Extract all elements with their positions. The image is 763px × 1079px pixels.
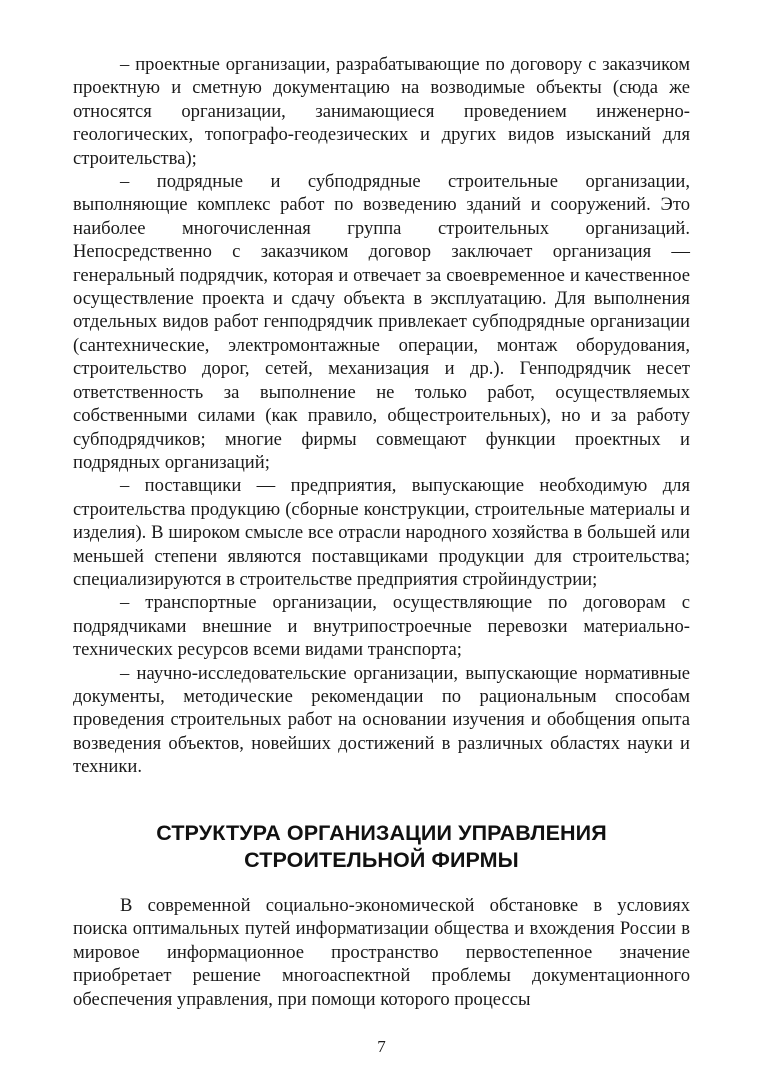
section-heading-line-1: СТРУКТУРА ОРГАНИЗАЦИИ УПРАВЛЕНИЯ xyxy=(156,821,607,845)
page-number: 7 xyxy=(377,1037,386,1056)
intro-paragraph: В современной социально-экономической обстановке в условиях поиска оптимальных путей информатизации общества и вхождения России в мировое информационное пространство первостепенное значение приобретает решение многоаспектной проблемы документационного обеспечения управления, при помощи которого процессы xyxy=(73,895,690,1010)
organizations-list xyxy=(73,53,690,779)
list-item-transport-organizations: – транспортные организации, осуществляющие по договорам с подрядчиками внешние и внутрипостроечные перевозки материально-технических ресурсов всеми видами транспорта; xyxy=(73,592,690,661)
list-item-research-organizations: – научно-исследовательские организации, выпускающие нормативные документы, методические рекомендации по рациональным способам проведения строительных работ на основании изучения и обобщения опыта возведения объектов, новейших достижений в различных областях науки и техники. xyxy=(73,662,690,778)
list-item-contractors: – подрядные и субподрядные строительные организации, выполняющие комплекс работ по возведению зданий и сооружений. Это наиболее многочисленная группа строительных организаций. Непосредственно с заказчиком договор заключает организация — генеральный подрядчик, которая и отвечает за своевременное и качественное осуществление проекта и сдачу объекта в эксплуатацию. Для выполнения отдельных видов работ генподрядчик привлекает субподрядные организации (сантехнические, электромонтажные операции, монтаж оборудования, строительство дорог, сетей, механизация и др.). Генподрядчик несет ответственность за выполнение не только работ, осуществляемых собственными силами (как правило, общестроительных), но и за работу субподрядчиков; многие фирмы совмещают функции проектных и подрядных организаций; xyxy=(73,171,690,473)
section-intro xyxy=(73,894,690,1011)
section-heading xyxy=(73,820,690,874)
list-item-suppliers: – поставщики — предприятия, выпускающие необходимую для строительства продукцию (сборные конструкции, строительные материалы и изделия). В широком смысле все отрасли народного хозяйства в большей или меньшей степени являются поставщиками продукции для строительства; специализируются в строительстве предприятия стройиндустрии; xyxy=(73,475,690,590)
section-heading-line-2: СТРОИТЕЛЬНОЙ ФИРМЫ xyxy=(244,848,519,872)
list-item-design-organizations: – проектные организации, разрабатывающие по договору с заказчиком проектную и сметную документацию на возводимые объекты (сюда же относятся организации, занимающиеся проведением инженерно-геологических, топографо-геодезических и других видов изысканий для строительства); xyxy=(73,54,690,169)
